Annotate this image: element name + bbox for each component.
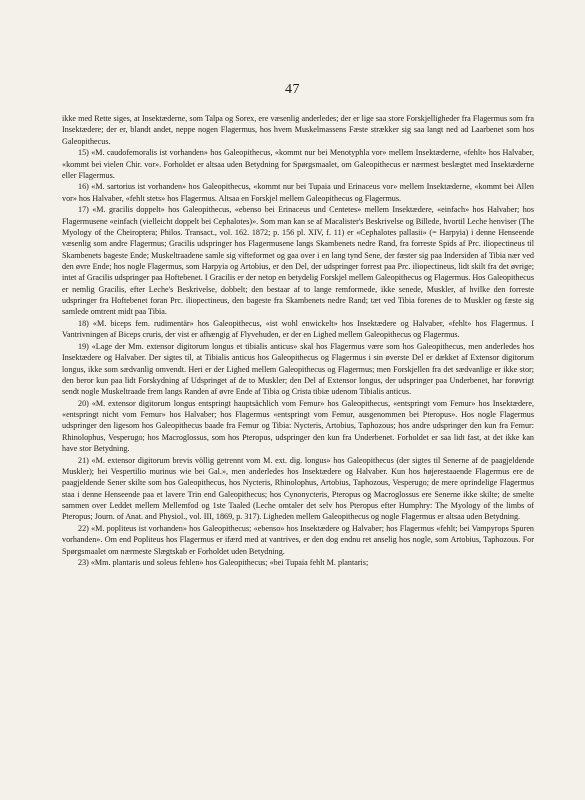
paragraph-p16: 16) «M. sartorius ist vorhanden» hos Galeopithecus, «kommt nur bei Tupaia und Erinaceus vor» mellem Insektæderne, «kommt bei Allen vor» hos Halvaber, «fehlt stets» hos Flagermus. Altsaa en Forskjel mellem Galeopithecus og Flagermus. [62,182,534,203]
paragraph-p17: 17) «M. gracilis doppelt» hos Galeopithecus, «ebenso bei Erinaceus und Centetes» mellem Insektædere, «einfach» hos Halvaber; hos Flagermusene «einfach (vielleicht doppelt bei Cephalotes)». Som man kan se af Macalister's Beskrivelse og Billede, hvortil Leche henviser (The Myology of the Cheiroptera; Philos. Transact., vol. 162. 1872; p. 156 pl. XIV, f. 11) er «Cephalotes pallasii» (= Harpyia) i denne Henseende væsenlig som andre Flagermus; Gracilis udspringer hos Flagermusene langs Skambenets nedre Rand, fra forreste Spids af Prc. iliopectineus til Skambenets bageste Ende; Muskeltraadene samle sig vifteformet og gaa over i en lang tynd Sene, der fæster sig paa Indersiden af Tibia nær ved den øvre Ende; hos nogle Flagermus, som Harpyia og Artobius, er den Del, der udspringer forrest paa Prc. iliopectineus, lidt skilt fra det øvrige; intet af Gracilis udspringer paa Hoftebenet. I Gracilis er der netop en betydelig Forskjel mellem Galeopithecus og Flagermus. Hos Galeopithecus er nemlig Gracilis, efter Leche's Beskrivelse, dobbelt; den bestaar af to lange remformede, ikke senede, Muskler, af hvilke den forreste udspringer fra Hoftebenet foran Prc. iliopectineus, den bageste fra Skambenets nedre Rand; tæt ved Tibia forenes de to Muskler og fæste sig samlede omtrent midt paa Tibia. [62,205,534,317]
paragraph-p0: ikke med Rette siges, at Insektæderne, som Talpa og Sorex, ere væsenlig anderledes; der er lige saa store Forskjelligheder fra Flagermus som fra Insektædere; der er, blandt andet, neppe nogen Flagermus, hos hvem Muskelmassens Fæste strækker sig saa langt ned ad Laarbenet som hos Galeopithecus. [62,114,534,146]
paragraph-p15: 15) «M. caudofemoralis ist vorhanden» hos Galeopithecus, «kommt nur bei Menotyphla vor» mellem Insektæderne, «fehlt» hos Halvaber, «kommt bei vielen Chir. vor». Forholdet er altsaa uden Betydning for Spørgsmaalet, om Galeopithecus er nærmest beslægtet med Insektæderne eller Flagermus. [62,148,534,180]
paragraph-p18: 18) «M. biceps fem. rudimentär» hos Galeopithecus, «ist wohl enwickelt» hos Insektædere og Halvaber, «fehlt» hos Flagermus. I Vantrivningen af Biceps cruris, der vist er afhængig af Flyvehuden, er der en Lighed mellem Galeopithecus og Flagermus. [62,318,534,340]
body-text [62,113,534,569]
paragraph-p21: 21) «M. extensor digitorum brevis völlig getrennt vom M. ext. dig. longus» hos Galeopithecus (der sigtes til Senerne af de paagjeldende Muskler); bei Vespertilio murinus wie bei Gal.», men anderledes hos Insektædere og Halvaber. Kun hos højerestaaende Flagermus ere de paagjeldende Sener skilte som hos Galeopithecus, hos Nycteris, Rhinolophus, Artobius, Taphozous, Vesperugo; de mere oprindelige Flagermus staa i denne Henseende paa et lavere Trin end Galeopithecus; hos Cynonycteris, Pteropus og Macroglossus ere Senerne ikke skilte; de smelte sammen over Leddet mellem Mellemfod og 1ste Taaled (Leche omtaler det selv hos Pteropus efter Humphry: The Myology of the limbs of Pteropus; Journ. of Anat. and Physiol., vol. III, 1869, p. 317). Ligheden mellem Galeopithecus og nogle Flagermus er altsaa uden Betydning. [62,455,534,522]
page-number: 47 [285,82,300,97]
paragraph-p22: 22) «M. popliteus ist vorhanden» hos Galeopithecus; «ebenso» hos Insektædere og Halvaber; hos Flagermus «fehlt; bei Vampyrops Spuren vorhanden». Om end Popliteus hos Flagermus er ifærd med at vantrives, er den dog endnu ret anselig hos nogle, som Artobius, Taphozous. For Spørgsmaalet om nærmeste Slægtskab er Forholdet uden Betydning. [62,523,534,556]
paragraph-p20: 20) «M. extensor digitorum longus entspringt hauptsächlich vom Femur» hos Galeopithecus, «entspringt vom Femur» hos Insektædere, «entspringt nicht vom Femur» hos Halvaber; hos Flagermus «entspringt vom Femur, ausgenommen bei Pteropus». Hos nogle Flagermus udspringer den ligesom hos Galeopithecus baade fra Femur og Tibia: Nycteris, Artobius, Taphozous; hos andre udspringer den kun fra Femur: Rhinolophus, Vesperugo; hos Macroglossus, som hos Pteropus, udspringer den kun fra Underbenet. Forholdet er saa lidt fast, at det ikke kan have stor Betydning. [62,398,534,454]
paragraph-p19: 19) «Lage der Mm. extensor digitorum longus et tibialis anticus» skal hos Flagermus være som hos Galeopithecus, men anderledes hos Insektædere og Halvaber. Der sigtes til, at Tibialis anticus hos Galeopithecus og Flagermus i sin øverste Del er dækket af Extensor digitorum longus, ikke som sædvanlig omvendt. Heri er der Lighed mellem Galeopithecus og Flagermus; men Forskjellen fra det sædvanlige er ikke stor; den beror kun paa lidt Forskydning af Udspringet af de to Muskler; den Del af Extensor longus, der udspringer paa Underbenet, har forøvrigt sendt nogle Muskeltraade frem langs Randen af øvre Ende af Tibia og Crista tibiæ udenom Tibialis anticus. [62,341,534,397]
paragraph-p23: 23) «Mm. plantaris und soleus fehlen» hos Galeopithecus; «bei Tupaia fehlt M. plantaris; [78,558,369,568]
